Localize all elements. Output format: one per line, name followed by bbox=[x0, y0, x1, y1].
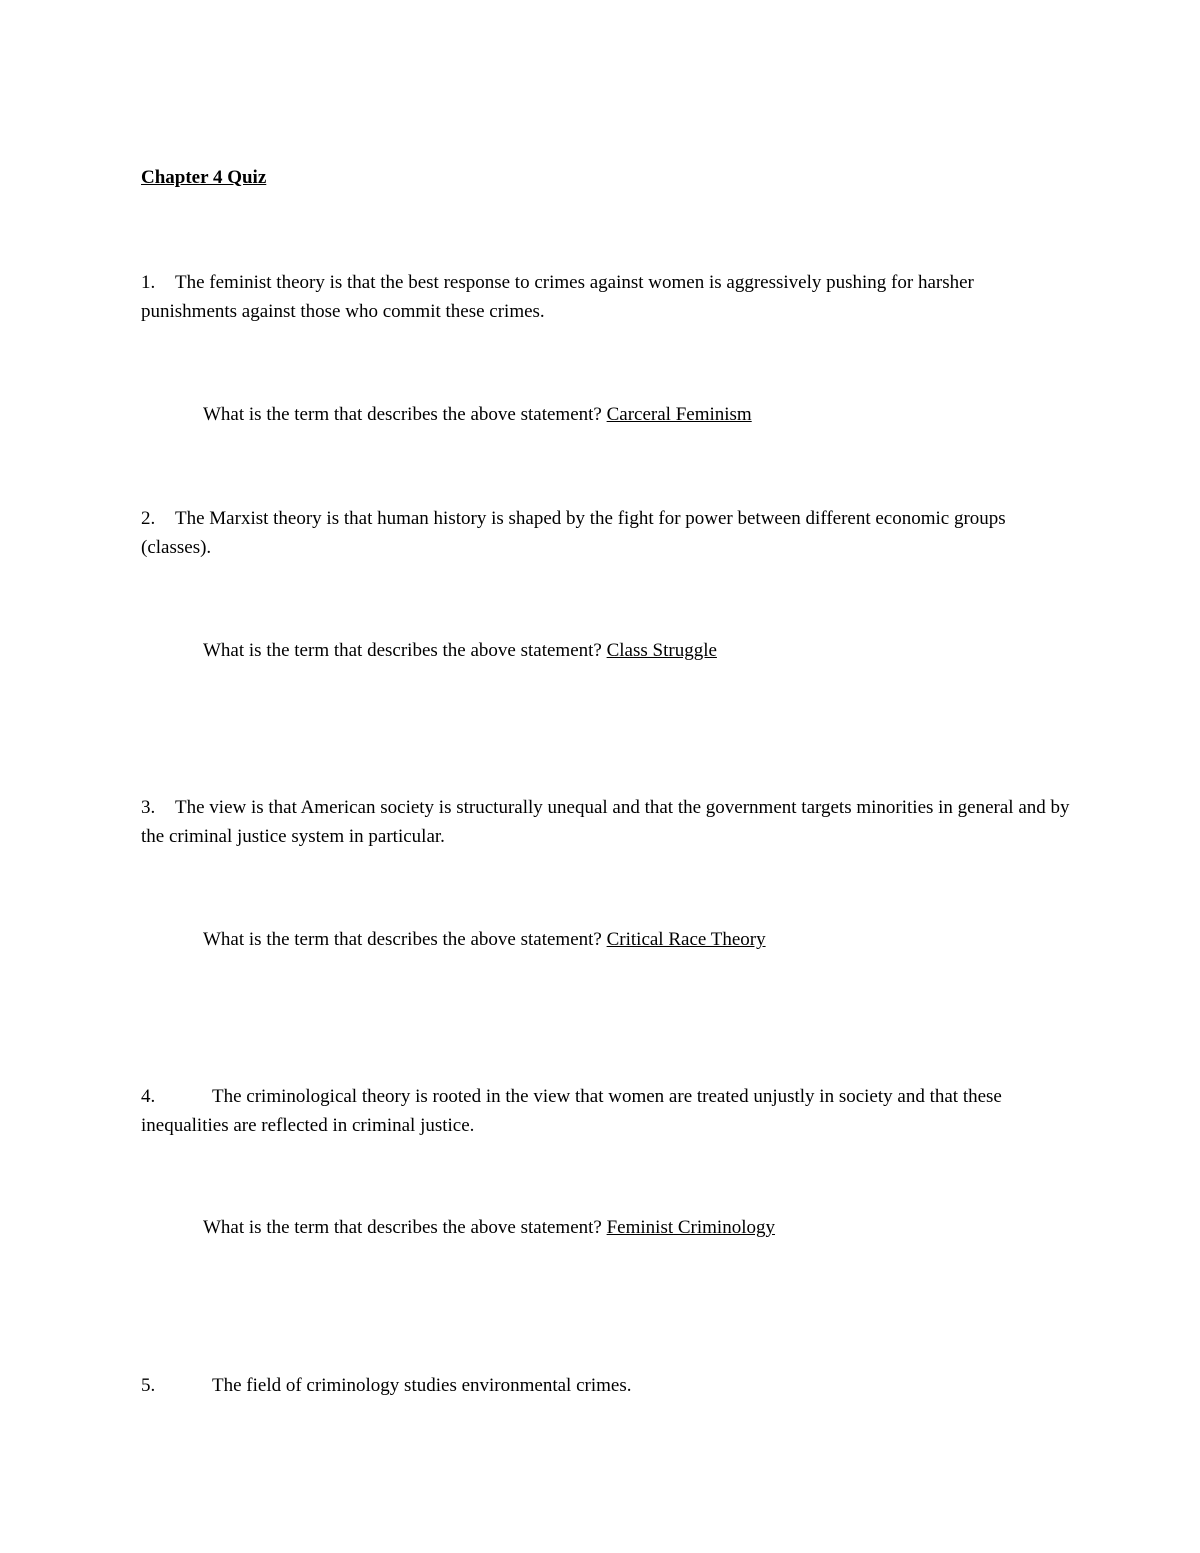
question-text: The criminological theory is rooted in the view that women are treated unjustly in society and that these inequalities are reflected in criminal justice. bbox=[141, 1086, 1002, 1136]
answer-text: Carceral Feminism bbox=[606, 404, 752, 425]
answer-text: Class Struggle bbox=[606, 640, 717, 661]
page-title: Chapter 4 Quiz bbox=[141, 167, 267, 188]
answer-line-1 bbox=[203, 403, 752, 427]
question-number: 3. bbox=[141, 797, 156, 818]
question-5 bbox=[141, 1371, 1071, 1400]
answer-line-4 bbox=[203, 1216, 775, 1240]
answer-prompt: What is the term that describes the above statement? bbox=[203, 929, 607, 950]
question-3 bbox=[141, 793, 1071, 851]
answer-text: Critical Race Theory bbox=[606, 929, 766, 950]
question-2 bbox=[141, 504, 1071, 562]
question-text: The Marxist theory is that human history is shaped by the fight for power between different economic groups (classes). bbox=[141, 508, 1006, 558]
answer-line-2 bbox=[203, 639, 717, 663]
answer-prompt: What is the term that describes the above statement? bbox=[203, 640, 607, 661]
question-text: The feminist theory is that the best response to crimes against women is aggressively pushing for harsher punishments against those who commit these crimes. bbox=[141, 272, 974, 322]
question-text: The view is that American society is structurally unequal and that the government targets minorities in general and by the criminal justice system in particular. bbox=[141, 797, 1070, 847]
question-number: 2. bbox=[141, 508, 156, 529]
question-number: 5. bbox=[141, 1375, 156, 1396]
question-number: 4. bbox=[141, 1086, 156, 1107]
question-text: The field of criminology studies environmental crimes. bbox=[212, 1375, 632, 1396]
answer-line-3 bbox=[203, 928, 766, 952]
question-1 bbox=[141, 268, 1071, 326]
answer-prompt: What is the term that describes the above statement? bbox=[203, 1217, 607, 1238]
question-4 bbox=[141, 1082, 1071, 1140]
answer-prompt: What is the term that describes the above statement? bbox=[203, 404, 607, 425]
question-number: 1. bbox=[141, 272, 156, 293]
answer-text: Feminist Criminology bbox=[606, 1217, 775, 1238]
